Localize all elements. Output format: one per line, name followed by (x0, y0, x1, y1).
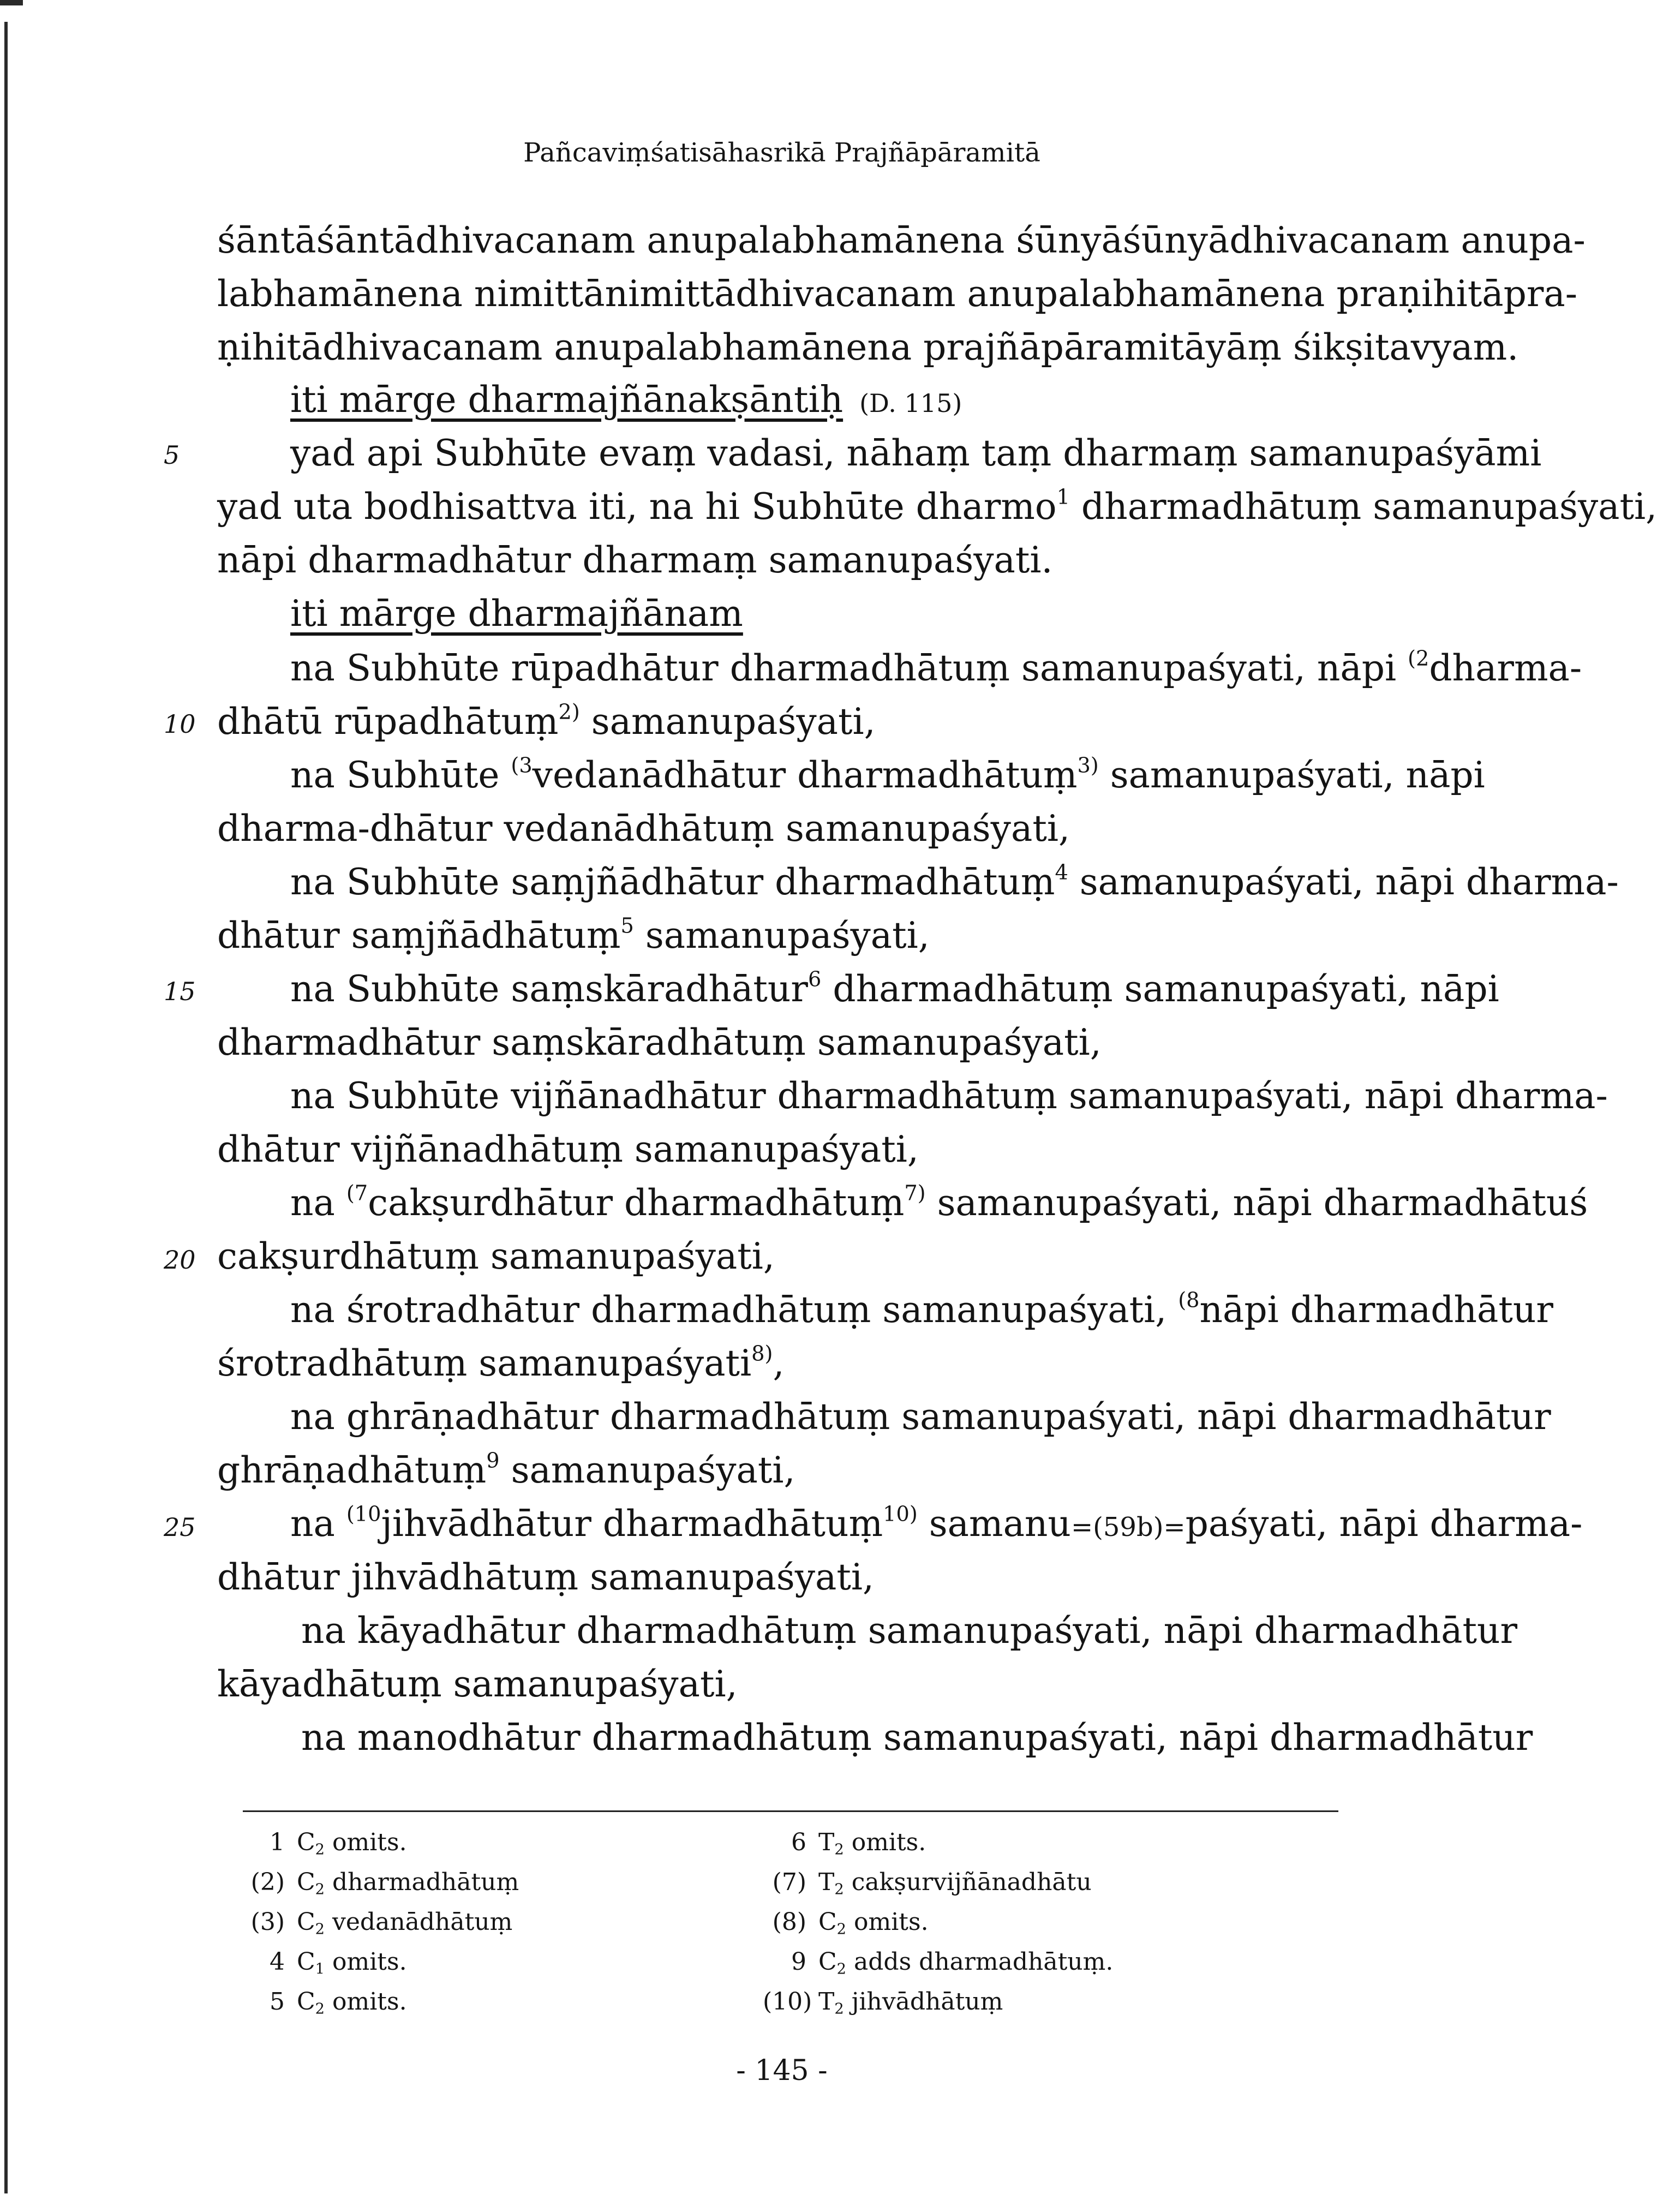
footnote-mark: 4 (1055, 860, 1068, 885)
footnote-text: omits. (325, 1948, 407, 1976)
page-number: - 145 - (736, 2054, 828, 2087)
text-span: dhātū rūpadhātuṃ (217, 701, 559, 743)
footnote-mark: (10 (346, 1502, 381, 1527)
footnote-text: cakṣurvijñānadhātu (844, 1868, 1092, 1896)
footnote-text: omits. (844, 1828, 926, 1856)
text-span: samanupaśyati, (499, 1449, 795, 1491)
footnote-text: omits. (325, 1988, 407, 2016)
text-span: śrotradhātuṃ samanupaśyati (217, 1342, 752, 1384)
section-heading: iti mārge dharmajñānam (290, 593, 743, 635)
text-span: paśyati, nāpi dharma- (1185, 1503, 1583, 1545)
folio-marker: =(59b)= (1070, 1512, 1186, 1543)
footnote-text: dharmadhātuṃ (325, 1868, 519, 1896)
text-line (217, 697, 876, 746)
footnote-mark: 10) (883, 1502, 918, 1527)
footnote-text: adds dharmadhātuṃ. (846, 1948, 1114, 1976)
footnote-siglum-sub: 2 (315, 2000, 325, 2018)
footnote (241, 1983, 407, 2021)
footnote-mark: 1 (1056, 485, 1070, 510)
text-line (290, 858, 1619, 907)
footnote-number: 6 (791, 1828, 806, 1856)
footnote-mark: 5 (620, 913, 634, 938)
text-span: vedanādhātur dharmadhātuṃ (532, 754, 1078, 796)
text-line (290, 1286, 1553, 1335)
section-heading (290, 375, 962, 425)
text-line: yad api Subhūte evaṃ vadasi, nāhaṃ taṃ dharmaṃ samanupaśyāmi (290, 432, 1542, 474)
text-line: nāpi dharmadhātur dharmaṃ samanupaśyati. (217, 539, 1053, 581)
footnote-siglum: C (297, 1988, 315, 2016)
footnote-siglum-sub: 2 (836, 1921, 847, 1938)
footnote-siglum: T (818, 1828, 835, 1856)
folio-reference: (D. 115) (859, 388, 962, 418)
footnote-number: (2) (250, 1868, 285, 1896)
text-line (290, 965, 1499, 1014)
footnote (763, 1863, 1092, 1902)
footnote (763, 1983, 1003, 2021)
text-span: samanu (917, 1503, 1071, 1545)
footnote (241, 1903, 512, 1941)
text-line: labhamānena nimittānimittādhivacanam anupalabhamānena praṇihitāpra- (217, 273, 1578, 315)
footnote-siglum: C (297, 1908, 315, 1936)
footnote-number: 4 (270, 1948, 285, 1976)
text-span: na Subhūte (290, 754, 511, 796)
text-line (290, 644, 1582, 693)
footnote-siglum: C (297, 1868, 315, 1896)
footnote-number: (7) (772, 1868, 806, 1896)
text-span: samanupaśyati, nāpi dharmadhātuś (925, 1182, 1588, 1224)
footnote-mark: 7) (904, 1181, 926, 1206)
text-line: na manodhātur dharmadhātuṃ samanupaśyati, nāpi dharmadhātur (301, 1717, 1533, 1759)
text-line (217, 482, 1657, 531)
text-line: ṇihitādhivacanam anupalabhamānena prajñāpāramitāyāṃ śikṣitavyam. (217, 326, 1519, 368)
line-number: 5 (164, 440, 180, 470)
footnote-siglum-sub: 2 (315, 1921, 325, 1938)
footnote-text: omits. (846, 1908, 929, 1936)
footnote (241, 1863, 519, 1902)
footnote (763, 1903, 929, 1941)
scan-edge-line (4, 22, 8, 2193)
text-span: samanupaśyati, nāpi (1098, 754, 1485, 796)
text-line (217, 1446, 795, 1495)
footnote-number: (8) (772, 1908, 806, 1936)
footnote-mark: 9 (486, 1448, 500, 1473)
text-span: na Subhūte saṃskāradhātur (290, 968, 808, 1010)
footnote-siglum-sub: 2 (836, 1960, 847, 1978)
text-line: kāyadhātuṃ samanupaśyati, (217, 1663, 738, 1705)
text-span: ghrāṇadhātuṃ (217, 1449, 487, 1491)
scan-edge-mark (0, 0, 23, 19)
footnote-siglum-sub: 1 (315, 1960, 325, 1978)
text-line (290, 751, 1485, 800)
footnote-siglum: T (818, 1868, 835, 1896)
text-line (290, 1179, 1588, 1228)
footnote-siglum-sub: 2 (315, 1841, 325, 1858)
text-line: na Subhūte vijñānadhātur dharmadhātuṃ samanupaśyati, nāpi dharma- (290, 1075, 1608, 1117)
text-span: jihvādhātur dharmadhātuṃ (381, 1503, 883, 1545)
text-span: yad uta bodhisattva iti, na hi Subhūte dharmo (217, 486, 1057, 528)
footnote (763, 1824, 926, 1862)
footnote-rule (243, 1810, 1338, 1812)
line-number: 10 (164, 709, 196, 739)
footnote (241, 1943, 407, 1981)
text-span: samanupaśyati, nāpi dharma- (1068, 861, 1619, 903)
footnote-siglum-sub: 2 (834, 1841, 844, 1858)
text-line: cakṣurdhātuṃ samanupaśyati, (217, 1235, 775, 1277)
footnote-mark: 2) (558, 700, 580, 725)
footnote (241, 1824, 407, 1862)
text-span: na śrotradhātur dharmadhātuṃ samanupaśyati, (290, 1289, 1179, 1331)
text-span: dhātur saṃjñādhātuṃ (217, 914, 621, 956)
text-line: dhātur jihvādhātuṃ samanupaśyati, (217, 1556, 874, 1598)
text-span: dharmadhātuṃ samanupaśyati, (1069, 486, 1657, 528)
footnote-siglum: C (818, 1908, 837, 1936)
text-span: , (773, 1342, 785, 1384)
text-line: na kāyadhātur dharmadhātuṃ samanupaśyati, nāpi dharmadhātur (301, 1610, 1518, 1652)
text-span: samanupaśyati, (633, 914, 930, 956)
line-number: 15 (164, 977, 196, 1006)
footnote-number: 1 (270, 1828, 285, 1856)
footnote-siglum-sub: 2 (834, 2000, 844, 2018)
text-line: dharma-dhātur vedanādhātuṃ samanupaśyati, (217, 808, 1070, 850)
footnote-mark: (3 (511, 753, 533, 778)
footnote-mark: (8 (1178, 1288, 1200, 1313)
footnote-siglum: C (818, 1948, 837, 1976)
footnote-siglum: T (818, 1988, 835, 2016)
text-span: nāpi dharmadhātur (1199, 1289, 1553, 1331)
footnote-mark: 6 (807, 967, 822, 992)
heading-text: iti mārge dharmajñānakṣāntiḥ (290, 379, 844, 421)
footnote-number: (10) (763, 1988, 812, 2016)
footnote-mark: 3) (1077, 753, 1099, 778)
footnote-mark: (2 (1408, 646, 1429, 671)
text-line (217, 911, 930, 960)
text-line (290, 1499, 1583, 1549)
text-span: dharmadhātuṃ samanupaśyati, nāpi (821, 968, 1499, 1010)
footnote-text: jihvādhātuṃ (844, 1988, 1003, 2016)
running-head: Pañcaviṃśatisāhasrikā Prajñāpāramitā (523, 137, 1040, 168)
text-line: dhātur vijñānadhātuṃ samanupaśyati, (217, 1128, 919, 1170)
text-span: dharma- (1429, 647, 1582, 689)
text-line: dharmadhātur saṃskāradhātuṃ samanupaśyati, (217, 1021, 1102, 1063)
footnote-siglum-sub: 2 (834, 1881, 844, 1898)
footnote-number: 5 (270, 1988, 285, 2016)
footnote (763, 1943, 1113, 1981)
footnote-mark: (7 (346, 1181, 368, 1206)
text-span: na Subhūte saṃjñādhātur dharmadhātuṃ (290, 861, 1055, 903)
text-span: cakṣurdhātur dharmadhātuṃ (368, 1182, 905, 1224)
line-number: 25 (164, 1512, 196, 1542)
footnote-text: vedanādhātuṃ (325, 1908, 513, 1936)
footnote-number: (3) (250, 1908, 285, 1936)
text-span: na (290, 1503, 346, 1545)
text-line: na ghrāṇadhātur dharmadhātuṃ samanupaśyati, nāpi dharmadhātur (290, 1396, 1551, 1438)
line-number: 20 (164, 1245, 196, 1275)
footnote-text: omits. (325, 1828, 407, 1856)
footnote-siglum-sub: 2 (315, 1881, 325, 1898)
footnote-siglum: C (297, 1948, 315, 1976)
footnote-number: 9 (791, 1948, 806, 1976)
text-line (217, 1339, 784, 1388)
text-span: na Subhūte rūpadhātur dharmadhātuṃ samanupaśyati, nāpi (290, 647, 1408, 689)
footnote-mark: 8) (751, 1341, 773, 1366)
text-span: samanupaśyati, (579, 701, 876, 743)
footnote-siglum: C (297, 1828, 315, 1856)
text-line: śāntāśāntādhivacanam anupalabhamānena śūnyāśūnyādhivacanam anupa- (217, 219, 1586, 261)
text-span: na (290, 1182, 346, 1224)
